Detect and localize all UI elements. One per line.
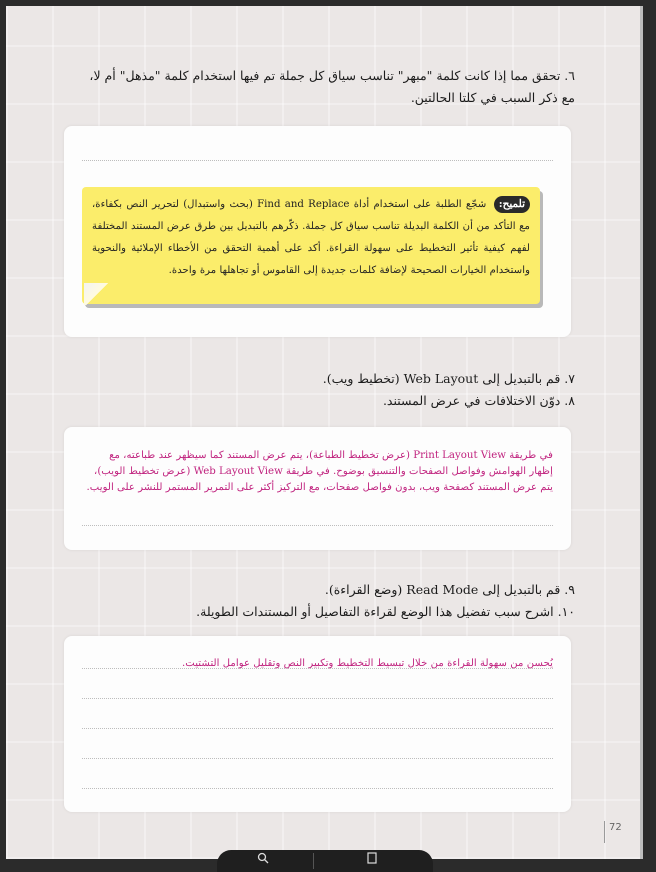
question-6 bbox=[55, 65, 575, 109]
tip-page-fold bbox=[84, 283, 110, 305]
toolbar-separator bbox=[313, 853, 314, 869]
tip-note bbox=[82, 187, 540, 304]
answer-line bbox=[82, 758, 553, 759]
answer-line bbox=[82, 788, 553, 789]
tip-text: شجّع الطلبة على استخدام أداة Find and Replace (بحث واستبدال) لتحرير النص بكفاءة، مع التأكد من أن الكلمة البديلة تناسب سياق كل جملة. ذكّرهم بالتبديل بين طرق عرض المستند المختلفة لفهم كيفية تأثير التخطيط على سهولة القراءة. أكد على أهمية التحقق من الأخطاء الإملائية والنحوية واستخدام الخيارات الصحيحة لإضافة كلمات جديدة إلى القاموس أو تجاهلها مرة واحدة. bbox=[92, 199, 530, 276]
question-9-text: ٩. قم بالتبديل إلى Read Mode (وضع القراءة). bbox=[324, 582, 575, 597]
question-6-line-1: ٦. تحقق مما إذا كانت كلمة "مبهر" تناسب سياق كل جملة تم فيها استخدام كلمة "مذهل" أم لا، bbox=[89, 68, 575, 83]
question-10-text: ١٠. اشرح سبب تفضيل هذا الوضع لقراءة التفاصيل أو المستندات الطويلة. bbox=[196, 604, 575, 619]
viewer-toolbar[interactable] bbox=[217, 850, 433, 872]
question-7 bbox=[175, 368, 575, 412]
question-6-line-2: مع ذكر السبب في كلتا الحالتين. bbox=[410, 90, 575, 105]
answer-line bbox=[82, 728, 553, 729]
page-edge bbox=[640, 6, 643, 859]
question-9 bbox=[115, 579, 575, 623]
answer-8-text: في طريقة Print Layout View (عرض تخطيط الطباعة)، يتم عرض المستند كما سيظهر عند طباعته، مع إظهار الهوامش وفواصل الصفحات والتنسيق بوضوح. في طريقة Web Layout View (عرض تخطيط الويب)، يتم عرض المستند كصفحة ويب، بدون فواصل صفحات، مع التركيز أكثر على التمرير المستمر للنشر على الويب. bbox=[86, 450, 553, 493]
answer-line bbox=[82, 668, 553, 669]
answer-10-text: يُحسن من سهولة القراءة من خلال تبسيط التخطيط وتكبير النص وتقليل عوامل التشتيت. bbox=[181, 658, 553, 669]
answer-line bbox=[82, 525, 553, 526]
page-number: 72 bbox=[604, 821, 626, 843]
tip-label: تلميح: bbox=[494, 196, 530, 213]
answer-card-8 bbox=[64, 427, 571, 550]
question-7-text: ٧. قم بالتبديل إلى Web Layout (تخطيط ويب). bbox=[322, 371, 575, 386]
worksheet-page bbox=[6, 6, 643, 859]
answer-card-10 bbox=[64, 636, 571, 812]
answer-line bbox=[82, 160, 553, 161]
answer-line bbox=[82, 698, 553, 699]
question-8-text: ٨. دوّن الاختلافات في عرض المستند. bbox=[382, 393, 575, 408]
